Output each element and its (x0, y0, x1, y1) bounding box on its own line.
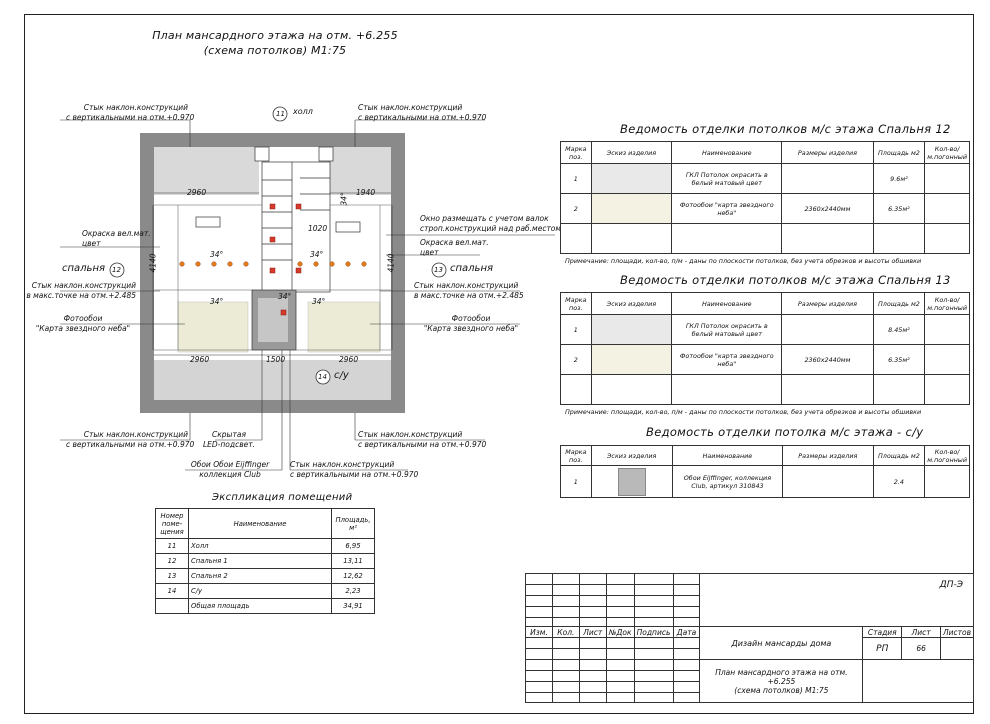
doc-code: ДП-Э (700, 574, 974, 627)
room-number-12: 12 (112, 266, 121, 274)
callout-wallpaper: Обои Обои Eijffinger коллекция Club (190, 460, 270, 479)
table-title-13: Ведомость отделки потолков м/с этажа Спальня 13 (620, 273, 951, 287)
table-title-wc: Ведомость отделки потолка м/с этажа - с/у (646, 425, 924, 439)
callout-top-right: Стык наклон.конструкций с вертикальными на отм.+0.970 (358, 103, 487, 122)
slope-mark: 34° (339, 192, 349, 206)
callout-led: Скрытая LED-подсвет. (203, 430, 255, 449)
callout-right-paint: Окраска вел.мат. цвет (420, 238, 489, 257)
dim-right-vertical: 4140 (386, 253, 396, 273)
room-number-14: 14 (318, 373, 327, 381)
title-block: ДП-Э Изм. Кол. Лист №Док Подпись Дата Дизайн мансарды дома Стадия Лист Листов РП 66 План мансардного этажа на отм. +6.255 (схема потолков) М1:75 (525, 573, 974, 703)
stage-value: РП (863, 638, 902, 660)
room-name-wc: с/у (334, 370, 349, 381)
slope-mark: 34° (312, 297, 326, 306)
dim-bottom-mid: 1500 (266, 355, 286, 364)
plan-title: План мансардного этажа на отм. +6.255 (схема потолков) М1:75 (152, 29, 398, 57)
finishing-table-13: Марка поз. Эскиз изделия Наименование Размеры изделия Площадь м2 Кол-во/ м.погонный 1 ГКЛ Потолок окрасить в белый матовый цвет 8.45м² 2 Фотообои "карта звездного неба" 2360х2440мм 6.35м² (560, 292, 970, 405)
dim-left-vertical: 4140 (148, 253, 158, 273)
callout-bottom-right: Стык наклон.конструкций с вертикальными на отм.+0.970 (358, 430, 487, 449)
dim-top-left: 2960 (187, 188, 207, 197)
dim-top-right: 1940 (356, 188, 376, 197)
sheet-value: 66 (902, 638, 941, 660)
callout-window: Окно размещать с учетом валок строп.конструкций над раб.местом (420, 214, 562, 233)
low-ceiling-zone (154, 360, 391, 400)
room-number-13: 13 (434, 266, 443, 274)
drawing-name: План мансардного этажа на отм. +6.255 (схема потолков) М1:75 (700, 660, 863, 703)
wallpaper-swatch (618, 468, 646, 496)
table-note-13: Примечание: площади, кол-во, п/м - даны по плоскости потолков, без учета обрезков и высоты обшивки (565, 408, 922, 416)
finishing-table-12: Марка поз. Эскиз изделия Наименование Размеры изделия Площадь м2 Кол-во/ м.погонный 1 ГКЛ Потолок окрасить в белый матовый цвет 9.6м² 2 Фотообои "карта звездного неба" 2360х2440мм 6.35м² (560, 141, 970, 254)
table-note-12: Примечание: площади, кол-во, п/м - даны по плоскости потолков, без учета обрезков и высоты обшивки (565, 257, 922, 265)
project-name: Дизайн мансарды дома (700, 627, 863, 660)
finishing-table-wc: Марка поз. Эскиз изделия Наименование Размеры изделия Площадь м2 Кол-во/ м.погонный 1 Обои Eijffinger, коллекция Club, артикул 310843 2.4 (560, 445, 970, 498)
callout-left-slope: Стык наклон.конструкций в макс.точке на отм.+2.485 (26, 281, 136, 300)
dim-bottom-left: 2960 (190, 355, 210, 364)
room-name-bedroom-12: спальня (62, 263, 106, 274)
room-number-hall: 11 (276, 110, 285, 118)
callout-bottom-mid: Стык наклон.конструкций с вертикальными на отм.+0.970 (290, 460, 419, 479)
slope-mark: 34° (210, 250, 224, 259)
callout-top-left: Стык наклон.конструкций с вертикальными на отм.+0.970 (66, 103, 195, 122)
callout-bottom-left: Стык наклон.конструкций с вертикальными на отм.+0.970 (66, 430, 195, 449)
room-name-bedroom-13: спальня (450, 263, 494, 274)
photo-wallpaper-12 (178, 302, 248, 352)
slope-mark: 34° (278, 292, 292, 301)
callout-right-photo: Фотообои "Карта звездного неба" (423, 314, 519, 333)
photo-wallpaper-13 (308, 302, 380, 352)
table-title-12: Ведомость отделки потолков м/с этажа Спальня 12 (620, 122, 951, 136)
callout-left-photo: Фотообои "Карта звездного неба" (35, 314, 131, 333)
explication-title: Экспликация помещений (212, 492, 353, 503)
callout-left-paint: Окраска вел.мат. цвет (82, 229, 151, 248)
explication-table: Номер поме-щения Наименование Площадь, м² 11 Холл 6,95 12 Спальня 1 13,11 13 Спальня 2 12,62 14 С/у 2,23 Общая площадь 34,91 (155, 508, 375, 614)
slope-mark: 34° (310, 250, 324, 259)
dim-mid: 1020 (308, 224, 328, 233)
room-name-hall: холл (293, 107, 313, 116)
slope-mark: 34° (210, 297, 224, 306)
dim-bottom-right: 2960 (339, 355, 359, 364)
callout-right-slope: Стык наклон.конструкций в макс.точке на отм.+2.485 (414, 281, 524, 300)
